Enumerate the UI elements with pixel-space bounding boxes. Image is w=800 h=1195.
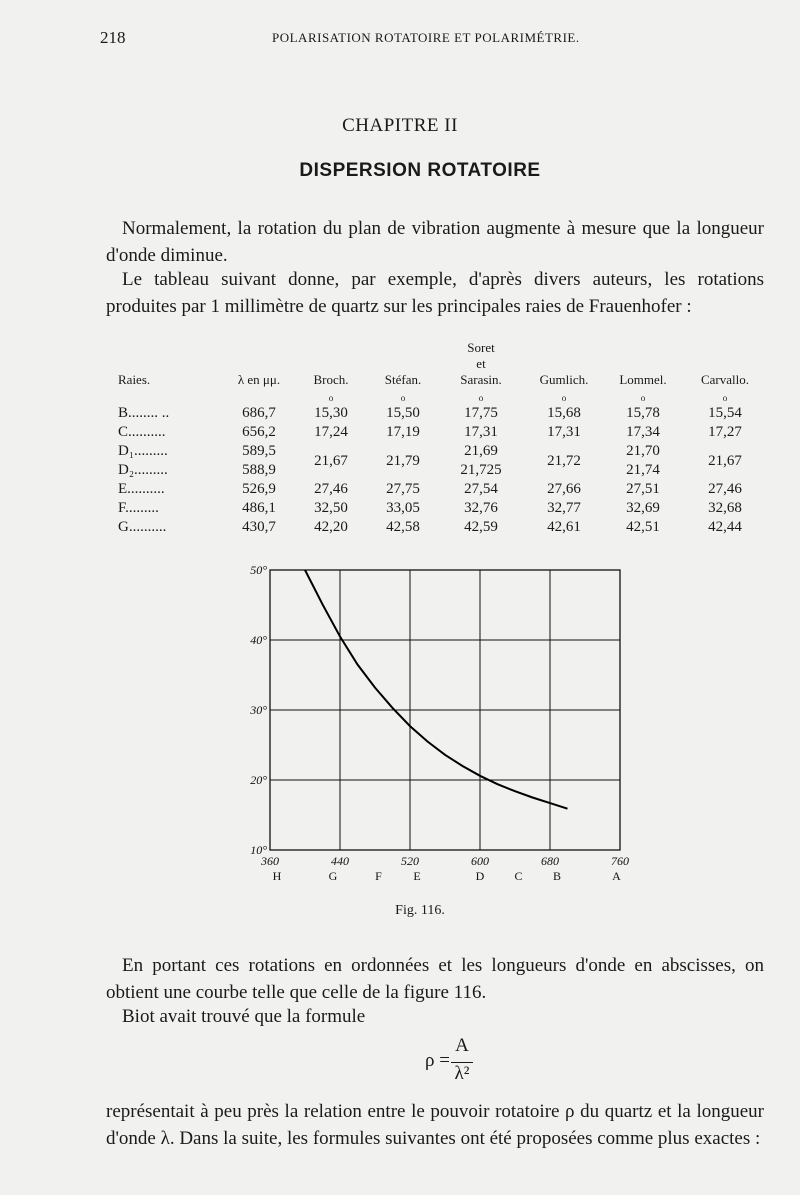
row-label: B........ .. <box>118 405 170 421</box>
cell-carvallo: 15,54 <box>708 405 742 421</box>
cell-soret: 17,75 <box>464 405 498 421</box>
paragraph-3-text: En portant ces rotations en ordonnées et les longueurs d'onde en abscisses, on obtient une courbe telle que celle de la figure 116. <box>106 955 764 1003</box>
cell-lommel: 27,51 <box>626 481 660 497</box>
x-tick-label: 440 <box>331 854 349 868</box>
y-tick-label: 20° <box>250 773 267 787</box>
spectral-line-label: G <box>328 869 338 883</box>
paragraph-5 <box>106 1098 764 1152</box>
cell-lambda: 656,2 <box>242 424 276 440</box>
paragraph-1-text: Normalement, la rotation du plan de vibration augmente à mesure que la longueur d'onde diminue. <box>106 218 764 266</box>
cell-soret: 21,69 <box>464 443 498 459</box>
cell-stefan: 27,75 <box>386 481 420 497</box>
spectral-line-label: C <box>514 869 523 883</box>
cell-gumlich: 27,66 <box>547 481 581 497</box>
degree-row <box>118 392 768 404</box>
cell-broch: 32,50 <box>314 500 348 516</box>
cell-broch: 42,20 <box>314 519 348 535</box>
cell-lommel: 42,51 <box>626 519 660 535</box>
cell-stefan: 15,50 <box>386 405 420 421</box>
cell-soret: 17,31 <box>464 424 498 440</box>
spectral-line-label: H <box>272 869 282 883</box>
dispersion-curve <box>305 570 568 809</box>
cell-soret: 42,59 <box>464 519 498 535</box>
header-soret-line-3: Sarasin. <box>460 372 502 387</box>
cell-broch: 17,24 <box>314 424 348 440</box>
cell-stefan: 21,79 <box>386 452 420 469</box>
header-stefan: Stéfan. <box>384 372 422 387</box>
header-lommel: Lommel. <box>619 372 667 387</box>
cell-broch: 21,67 <box>314 452 348 469</box>
row-label: C.......... <box>118 424 166 440</box>
table-header-row <box>118 340 768 392</box>
cell-lambda: 589,5 <box>242 443 276 459</box>
x-tick-label: 760 <box>611 854 629 868</box>
chapter-title: CHAPITRE II <box>342 115 458 136</box>
degree-mark: o <box>722 393 728 403</box>
spectral-line-label: A <box>612 869 621 883</box>
header-lambda: λ en μμ. <box>237 372 281 387</box>
cell-lommel: 32,69 <box>626 500 660 516</box>
paragraph-3 <box>106 952 764 1006</box>
table-row <box>118 499 768 518</box>
cell-gumlich: 17,31 <box>547 424 581 440</box>
header-soret-line-2: et <box>476 356 486 371</box>
running-title: POLARISATION ROTATOIRE ET POLARIMÉTRIE. <box>272 30 580 45</box>
cell-lambda: 588,9 <box>242 462 276 478</box>
cell-soret: 32,76 <box>464 500 498 516</box>
section-title: DISPERSION ROTATOIRE <box>299 160 541 181</box>
x-tick-label: 600 <box>471 854 489 868</box>
spectral-line-label: B <box>552 869 562 883</box>
cell-broch: 27,46 <box>314 481 348 497</box>
paragraph-2-text: Le tableau suivant donne, par exemple, d'après divers auteurs, les rotations produites par 1 millimètre de quartz sur les principales raies de Frauenhofer : <box>106 269 764 317</box>
cell-soret: 27,54 <box>464 481 498 497</box>
table-row <box>118 404 768 423</box>
cell-carvallo: 21,67 <box>708 452 742 469</box>
cell-stefan: 42,58 <box>386 519 420 535</box>
cell-stefan: 33,05 <box>386 500 420 516</box>
row-label: D₂......... <box>118 462 168 478</box>
page-number: 218 <box>100 28 126 47</box>
header-raies: Raies. <box>118 372 151 387</box>
cell-soret: 21,725 <box>460 462 502 478</box>
formula-denominator: λ² <box>454 1063 470 1084</box>
paragraph-5-text: représentait à peu près la relation entre le pouvoir rotatoire ρ du quartz et la longueur d'onde λ. Dans la suite, les formules suivantes ont été proposées comme plus exactes : <box>106 1101 764 1149</box>
cell-broch: 15,30 <box>314 405 348 421</box>
table-row <box>118 461 768 480</box>
degree-mark: o <box>478 393 484 403</box>
degree-mark: o <box>561 393 567 403</box>
cell-carvallo: 42,44 <box>708 519 742 535</box>
paragraph-2 <box>106 266 764 320</box>
formula-numerator: A <box>455 1035 469 1056</box>
rotation-table <box>118 340 768 537</box>
row-label: D₁......... <box>118 443 168 459</box>
cell-lambda: 686,7 <box>242 405 276 421</box>
spectral-line-label: D <box>475 869 485 883</box>
spectral-line-label: F <box>375 869 382 883</box>
paragraph-4-text: Biot avait trouvé que la formule <box>122 1006 366 1027</box>
cell-carvallo: 27,46 <box>708 481 742 497</box>
cell-lommel: 15,78 <box>626 405 660 421</box>
cell-lommel: 21,74 <box>626 462 660 478</box>
cell-gumlich: 32,77 <box>547 500 581 516</box>
formula-lhs: ρ = <box>425 1050 450 1071</box>
cell-carvallo: 32,68 <box>708 500 742 516</box>
table-row <box>118 518 768 537</box>
row-label: E.......... <box>118 481 165 497</box>
table-row <box>118 423 768 442</box>
header-soret <box>438 340 524 392</box>
y-tick-label: 40° <box>250 633 267 647</box>
row-label: F......... <box>118 500 159 516</box>
cell-lambda: 526,9 <box>242 481 276 497</box>
spectral-line-label: E <box>413 869 421 883</box>
cell-lambda: 486,1 <box>242 500 276 516</box>
header-broch: Broch. <box>313 372 349 387</box>
x-tick-label: 360 <box>261 854 279 868</box>
paragraph-1 <box>106 215 764 269</box>
header-soret-line-1: Soret <box>467 340 495 355</box>
row-label: G.......... <box>118 519 167 535</box>
y-tick-label: 30° <box>250 703 267 717</box>
x-tick-label: 680 <box>541 854 559 868</box>
cell-lambda: 430,7 <box>242 519 276 535</box>
cell-lommel: 21,70 <box>626 443 660 459</box>
header-gumlich: Gumlich. <box>539 372 589 387</box>
cell-carvallo: 17,27 <box>708 424 742 440</box>
cell-stefan: 17,19 <box>386 424 420 440</box>
degree-mark: o <box>400 393 406 403</box>
running-header <box>100 28 760 52</box>
cell-gumlich: 15,68 <box>547 405 581 421</box>
cell-lommel: 17,34 <box>626 424 660 440</box>
y-tick-label: 50° <box>250 563 267 577</box>
x-tick-label: 520 <box>401 854 419 868</box>
degree-mark: o <box>640 393 646 403</box>
table-row <box>118 442 768 461</box>
cell-gumlich: 21,72 <box>547 452 581 469</box>
dispersion-figure <box>240 555 640 890</box>
y-tick-label: 10° <box>250 843 267 857</box>
degree-mark: o <box>328 393 334 403</box>
header-carvallo: Carvallo. <box>700 372 749 387</box>
figure-caption: Fig. 116. <box>395 903 445 918</box>
paragraph-4 <box>106 1003 764 1030</box>
table-row <box>118 480 768 499</box>
cell-gumlich: 42,61 <box>547 519 581 535</box>
